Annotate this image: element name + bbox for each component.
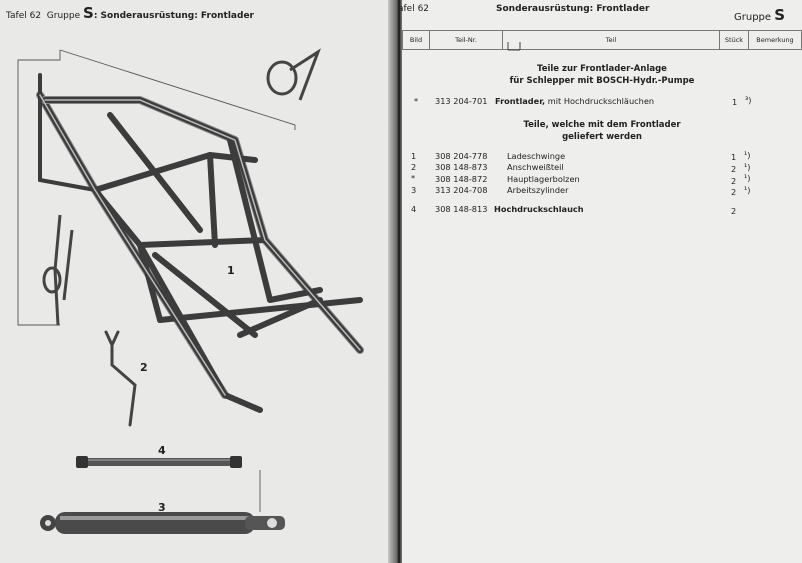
right-title: Sonderausrüstung: Frontlader (496, 4, 650, 14)
main-item-name-bold: Frontlader, (495, 96, 546, 106)
main-item-name-rest: mit Hochdruckschläuchen (545, 96, 655, 106)
item-name: Anschweißteil (507, 162, 564, 172)
item-nr: 308 148-872 (435, 174, 488, 184)
right-tafel: afel 62 (398, 4, 430, 14)
item-name: Hauptlagerbolzen (507, 174, 580, 184)
header-tick-marks (402, 38, 802, 58)
right-gruppe (734, 6, 785, 24)
left-gruppe-letter: S (83, 4, 94, 22)
part-2-weld-bracket-drawing (106, 332, 135, 425)
item-qty: 2 (731, 206, 737, 216)
section-2-line-2: geliefert werden (562, 132, 642, 142)
item-name: Arbeitszylinder (507, 185, 569, 195)
item-qty: 2 (731, 176, 737, 186)
item-bild: 2 (411, 162, 417, 172)
item-name: Ladeschwinge (507, 151, 566, 161)
item-note: ¹) (744, 150, 751, 160)
left-title: : Sonderausrüstung: Frontlader (93, 11, 254, 21)
callout-1: 1 (227, 264, 235, 277)
item-nr: 313 204-708 (435, 185, 488, 195)
col-stueck: Stück (720, 31, 749, 50)
mounting-bracket-drawing (268, 52, 318, 100)
item-note: ¹) (744, 185, 751, 195)
item-nr: 308 148-873 (435, 162, 488, 172)
item-bild: 4 (411, 204, 417, 214)
item-nr: 308 204-778 (435, 151, 488, 161)
item-bild: * (411, 173, 416, 183)
part-4-hose-drawing (76, 456, 242, 468)
callout-4: 4 (158, 444, 166, 457)
detail-parts-drawing (44, 215, 72, 325)
col-teil: Teil (503, 31, 720, 50)
main-item-qty: 1 (732, 97, 738, 107)
part-3-cylinder-drawing (40, 512, 285, 534)
left-page (0, 0, 396, 563)
section-1-line-2: für Schlepper mit BOSCH-Hydr.-Pumpe (509, 76, 695, 86)
main-item-nr: 313 204-701 (435, 96, 488, 106)
item-qty: 1 (731, 152, 737, 162)
callout-3: 3 (158, 501, 166, 514)
item-qty: 2 (731, 187, 737, 197)
col-teil-nr: Teil-Nr. (430, 31, 503, 50)
right-page (398, 0, 802, 563)
item-qty: 2 (731, 164, 737, 174)
left-gruppe-label: Gruppe (46, 11, 81, 21)
item-note: ¹) (744, 162, 751, 172)
item-note: ¹) (744, 173, 751, 183)
item-bild: 3 (411, 185, 417, 195)
main-item-bild: * (414, 96, 419, 106)
item-bild: 1 (411, 151, 417, 161)
left-tafel: Tafel 62 (6, 11, 42, 21)
callout-2: 2 (140, 361, 148, 374)
col-bild: Bild (403, 31, 430, 50)
main-item-name (495, 96, 654, 106)
main-item-note: ³) (745, 95, 752, 105)
right-gruppe-label: Gruppe (734, 12, 772, 23)
col-bemerkung: Bemerkung (749, 31, 802, 50)
section-2-line-1: Teile, welche mit dem Frontlader (523, 120, 681, 130)
exploded-parts-drawing (0, 0, 396, 563)
item-nr: 308 148-813 (435, 204, 488, 214)
section-1-line-1: Teile zur Frontlader-Anlage (537, 64, 667, 74)
item-name: Hochdruckschlauch (494, 204, 584, 214)
right-gruppe-letter: S (774, 6, 786, 24)
